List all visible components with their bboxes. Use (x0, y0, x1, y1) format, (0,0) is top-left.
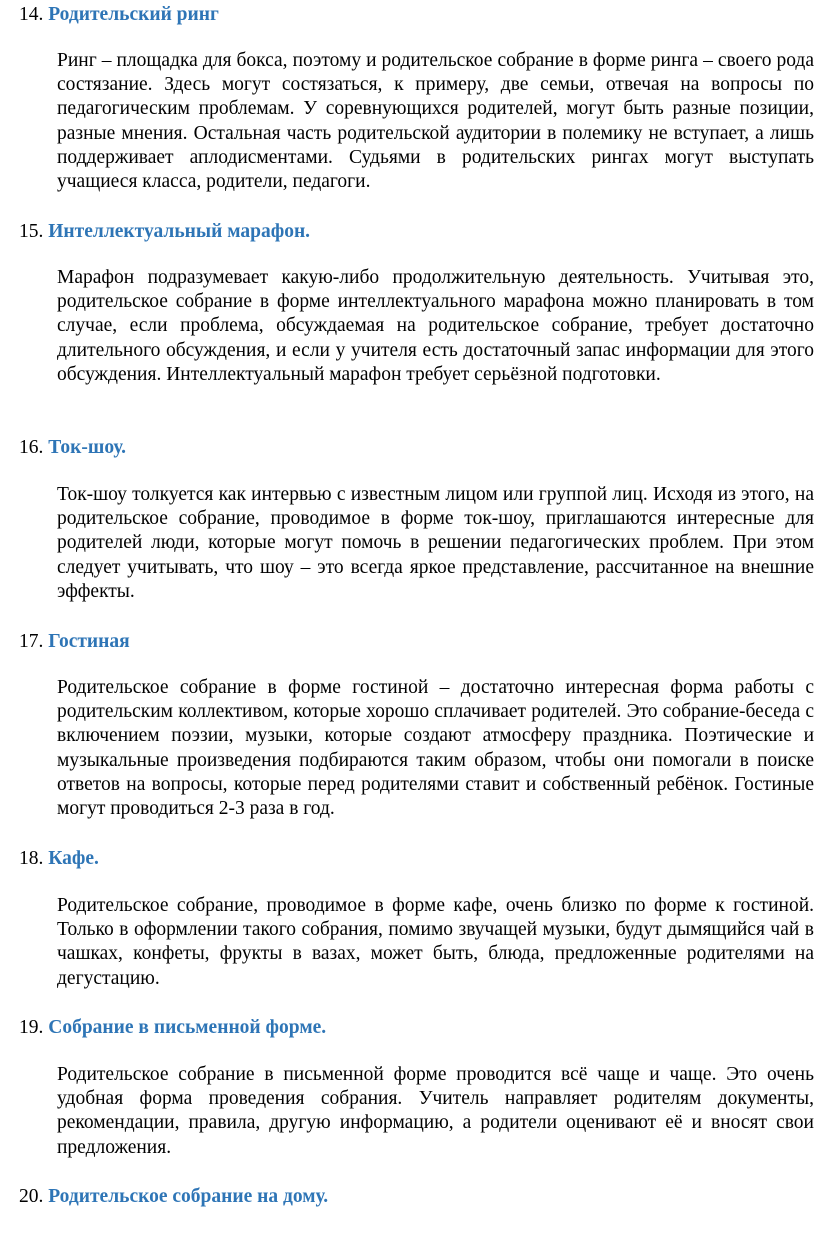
section-number: 16. (19, 437, 44, 458)
section-title: Интеллектуальный марафон. (48, 221, 311, 242)
section-title: Гостиная (48, 631, 130, 652)
section-15-heading (19, 220, 310, 244)
section-14-heading (19, 3, 219, 27)
section-title: Родительское собрание на дому. (48, 1186, 329, 1207)
section-number: 15. (19, 221, 44, 242)
section-16-paragraph: Ток-шоу толкуется как интервью с известным лицом или группой лиц. Исходя из этого, на родительское собрание, проводимое в форме ток-шоу, приглашаются интересные для родителей люди, которые могут помочь в решении педагогических проблем. При этом следует учитывать, что шоу – это всегда яркое представление, рассчитанное на внешние эффекты. (57, 484, 814, 602)
section-19-paragraph: Родительское собрание в письменной форме проводится всё чаще и чаще. Это очень удобная форма проведения собрания. Учитель направляет родителям документы, рекомендации, правила, другую информацию, а родители оценивают её и вносят свои предложения. (57, 1064, 814, 1158)
section-15-paragraph: Марафон подразумевает какую-либо продолжительную деятельность. Учитывая это, родительское собрание в форме интеллектуального марафона можно планировать в том случае, если проблема, обсуждаемая на родительское собрание, требует достаточно длительного обсуждения, и если у учителя есть достаточный запас информации для этого обсуждения. Интеллектуальный марафон требует серьёзной подготовки. (57, 267, 814, 385)
section-title: Ток-шоу. (48, 437, 127, 458)
section-18-heading (19, 847, 99, 871)
section-title: Родительский ринг (48, 4, 219, 25)
section-number: 19. (19, 1017, 44, 1038)
section-title: Кафе. (48, 848, 99, 869)
section-14-paragraph: Ринг – площадка для бокса, поэтому и родительское собрание в форме ринга – своего рода состязание. Здесь могут состязаться, к примеру, две семьи, отвечая на вопросы по педагогическим проблемам. У соревнующихся родителей, могут быть разные позиции, разные мнения. Остальная часть родительской аудитории в полемику не вступает, а лишь поддерживает аплодисментами. Судьями в родительских рингах могут выступать учащиеся класса, родители, педагоги. (57, 50, 814, 193)
section-number: 18. (19, 848, 44, 869)
section-number: 17. (19, 631, 44, 652)
section-19-heading (19, 1016, 326, 1040)
section-16-heading (19, 436, 126, 460)
section-20-heading (19, 1185, 328, 1209)
section-title: Собрание в письменной форме. (48, 1017, 327, 1038)
section-17-paragraph: Родительское собрание в форме гостиной – достаточно интересная форма работы с родительским коллективом, которые хорошо сплачивает родителей. Это собрание-беседа с включением поэзии, музыки, которые создают атмосферу праздника. Поэтические и музыкальные произведения подбираются таким образом, чтобы они помогали в поиске ответов на вопросы, которые перед родителями ставит и собственный ребёнок. Гостиные могут проводиться 2-3 раза в год. (57, 677, 814, 820)
section-number: 14. (19, 4, 44, 25)
section-18-paragraph: Родительское собрание, проводимое в форме кафе, очень близко по форме к гостиной. Только в оформлении такого собрания, помимо звучащей музыки, будут дымящийся чай в чашках, конфеты, фрукты в вазах, может быть, блюда, предложенные родителями на дегустацию. (57, 895, 814, 989)
section-number: 20. (19, 1186, 44, 1207)
section-17-heading (19, 630, 130, 654)
